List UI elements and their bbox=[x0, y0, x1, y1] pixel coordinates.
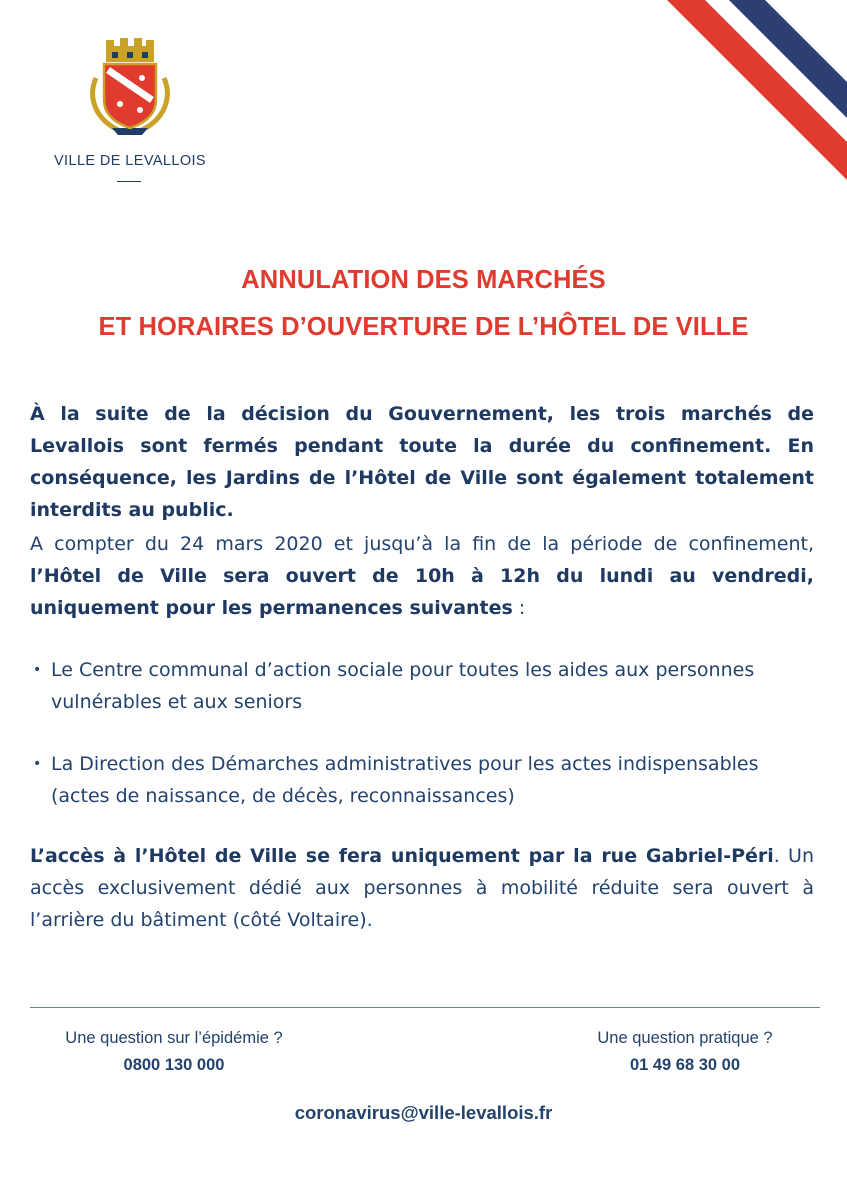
town-name-divider bbox=[117, 181, 141, 182]
title-line-2: ET HORAIRES D’OUVERTURE DE L’HÔTEL DE VILLE bbox=[98, 313, 749, 341]
epidemic-hotline bbox=[40, 1027, 308, 1077]
opening-hours-intro: A compter du 24 mars 2020 et jusqu’à la fin de la période de confinement, bbox=[30, 533, 814, 555]
bullet-icon: • bbox=[33, 662, 42, 678]
contact-email-link[interactable]: coronavirus@ville-levallois.fr bbox=[294, 1102, 553, 1123]
epidemic-hotline-label: Une question sur l’épidémie ? bbox=[65, 1029, 283, 1047]
levallois-coat-of-arms-logo bbox=[82, 38, 178, 138]
paragraph-access bbox=[30, 840, 814, 936]
list-item bbox=[33, 748, 818, 812]
paragraph-opening-hours bbox=[30, 528, 814, 624]
title-line-1: ANNULATION DES MARCHÉS bbox=[241, 266, 606, 294]
opening-hours-tail: : bbox=[512, 597, 526, 619]
list-item-text: Le Centre communal d’action sociale pour toutes les aides aux personnes vulnérables et aux seniors bbox=[51, 659, 755, 713]
access-rest: . Un accès exclusivement dédié aux personnes à mobilité réduite sera ouvert à l’arrière du bâtiment (côté Voltaire). bbox=[30, 845, 814, 931]
paragraph-markets-closed bbox=[30, 398, 814, 526]
paragraph-markets-closed-text: À la suite de la décision du Gouvernement, les trois marchés de Levallois sont fermés pendant toute la durée du confinement. En conséquence, les Jardins de l’Hôtel de Ville sont également totalement interdits au public. bbox=[30, 403, 814, 521]
opening-hours-bold: l’Hôtel de Ville sera ouvert de 10h à 12h du lundi au vendredi, uniquement pour les permanences suivantes bbox=[30, 565, 814, 619]
tricolor-corner-ribbon bbox=[657, 0, 847, 190]
practical-hotline-number[interactable]: 01 49 68 30 00 bbox=[629, 1056, 741, 1074]
bullet-icon: • bbox=[33, 756, 42, 772]
access-bold: L’accès à l’Hôtel de Ville se fera uniquement par la rue Gabriel-Péri bbox=[30, 845, 774, 867]
list-item-text: La Direction des Démarches administratives pour les actes indispensables (actes de naissance, de décès, reconnaissances) bbox=[51, 753, 759, 807]
list-item bbox=[33, 654, 818, 718]
practical-hotline-label: Une question pratique ? bbox=[597, 1029, 773, 1047]
epidemic-hotline-number[interactable]: 0800 130 000 bbox=[123, 1056, 225, 1074]
practical-hotline bbox=[560, 1027, 810, 1077]
town-name: VILLE DE LEVALLOIS bbox=[53, 153, 206, 169]
footer-divider bbox=[30, 1007, 820, 1008]
page-title bbox=[0, 257, 847, 351]
